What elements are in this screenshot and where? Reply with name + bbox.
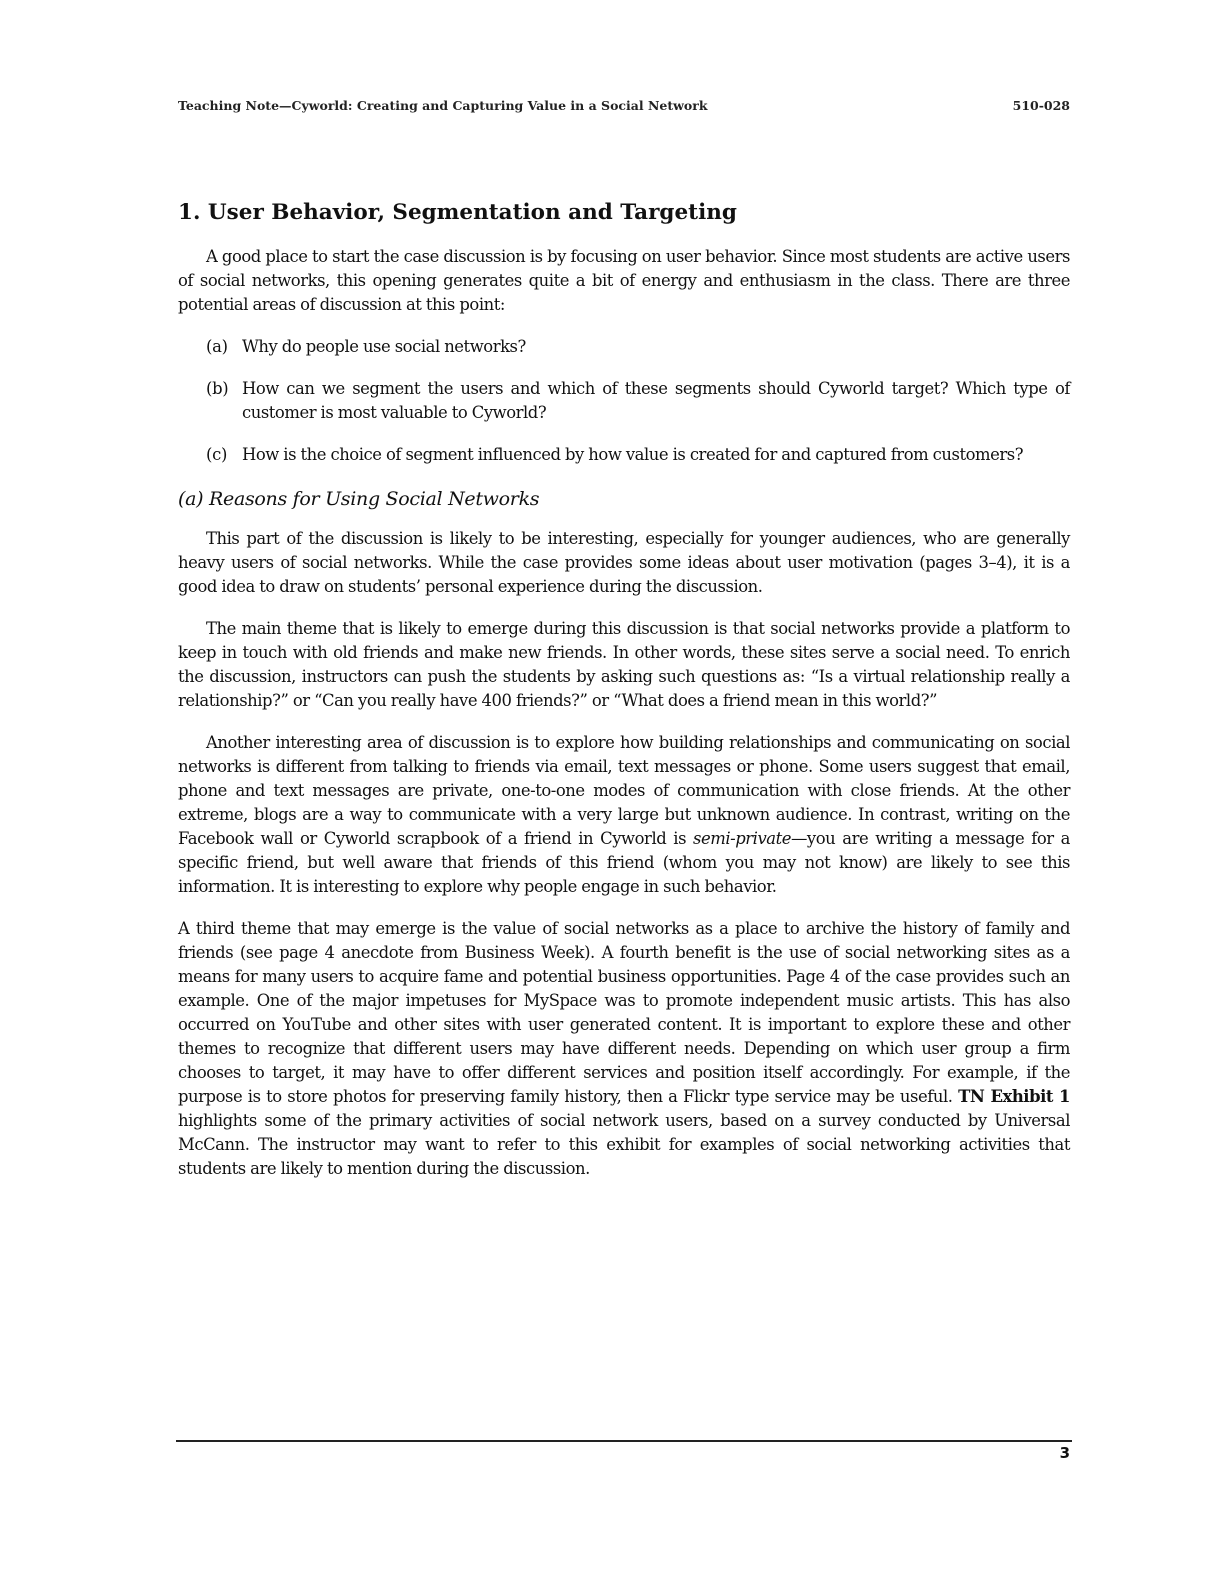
subsection-heading: (a) Reasons for Using Social Networks — [178, 488, 540, 510]
list-item-text: How can we segment the users and which of these segments should Cyworld target? Which type of customer is most valuable to Cyworld? — [242, 379, 1070, 422]
paragraph-3-text-b: —you are writing a message for a specific friend, but well aware that friends of this friend (whom you may not know) are likely to see this information. It is interesting to explore why people engage in such behavior. — [178, 829, 1070, 896]
list-item-label: (a) — [206, 337, 228, 356]
list-item — [178, 443, 1070, 467]
running-header — [178, 98, 1070, 113]
list-item-text: Why do people use social networks? — [242, 337, 526, 356]
semi-private-emphasis: semi-private — [693, 829, 791, 848]
paragraph-2: The main theme that is likely to emerge during this discussion is that social networks provide a platform to keep in touch with old friends and make new friends. In other words, these sites serve a social need. To enrich the discussion, instructors can push the students by asking such questions as: “Is a virtual relationship really a relationship?” or “Can you really have 400 friends?” or “What does a friend mean in this world?” — [178, 619, 1070, 710]
paragraph-4-text-b: highlights some of the primary activities of social network users, based on a survey conducted by Universal McCann. The instructor may want to refer to this exhibit for examples of social networking activities that students are likely to mention during the discussion. — [178, 1111, 1070, 1178]
header-title: Teaching Note—Cyworld: Creating and Capturing Value in a Social Network — [178, 98, 708, 113]
section-heading: 1. User Behavior, Segmentation and Targeting — [178, 200, 737, 225]
header-doc-number: 510-028 — [1012, 98, 1070, 113]
paragraph-4-text-a: A third theme that may emerge is the value of social networks as a place to archive the history of family and friends (see page 4 anecdote from Business Week). A fourth benefit is the use of social networking sites as a means for many users to acquire fame and potential business opportunities. Page 4 of the case provides such an example. One of the major impetuses for MySpace was to promote independent music artists. This has also occurred on YouTube and other sites with user generated content. It is important to explore these and other themes to recognize that different users may have different needs. Depending on which user group a firm chooses to target, it may have to offer different services and position itself accordingly. For example, if the purpose is to store photos for preserving family history, then a Flickr type service may be useful. — [178, 919, 1070, 1106]
list-item-label: (c) — [206, 445, 228, 464]
page-number: 3 — [1059, 1444, 1070, 1462]
exhibit-reference: TN Exhibit 1 — [958, 1087, 1070, 1106]
paragraph-3-text-a: Another interesting area of discussion is to explore how building relationships and communicating on social networks is different from talking to friends via email, text messages or phone. Some users suggest that email, phone and text messages are private, one-to-one modes of communication with close friends. At the other extreme, blogs are a way to communicate with a very large but unknown audience. In contrast, writing on the Facebook wall or Cyworld scrapbook of a friend in Cyworld is — [178, 733, 1070, 848]
footer-rule — [176, 1440, 1072, 1442]
list-item-text: How is the choice of segment influenced by how value is created for and captured from customers? — [242, 445, 1024, 464]
paragraph-4 — [178, 917, 1070, 1181]
paragraph-1: This part of the discussion is likely to be interesting, especially for younger audiences, who are generally heavy users of social networks. While the case provides some ideas about user motivation (pages 3–4), it is a good idea to draw on students’ personal experience during the discussion. — [178, 529, 1070, 596]
intro-paragraph: A good place to start the case discussion is by focusing on user behavior. Since most students are active users of social networks, this opening generates quite a bit of energy and enthusiasm in the class. There are three potential areas of discussion at this point: — [178, 247, 1070, 314]
list-item — [178, 377, 1070, 425]
list-item-label: (b) — [206, 379, 229, 398]
list-item — [178, 335, 1070, 359]
paragraph-3 — [178, 731, 1070, 899]
main-content — [178, 196, 1070, 1199]
